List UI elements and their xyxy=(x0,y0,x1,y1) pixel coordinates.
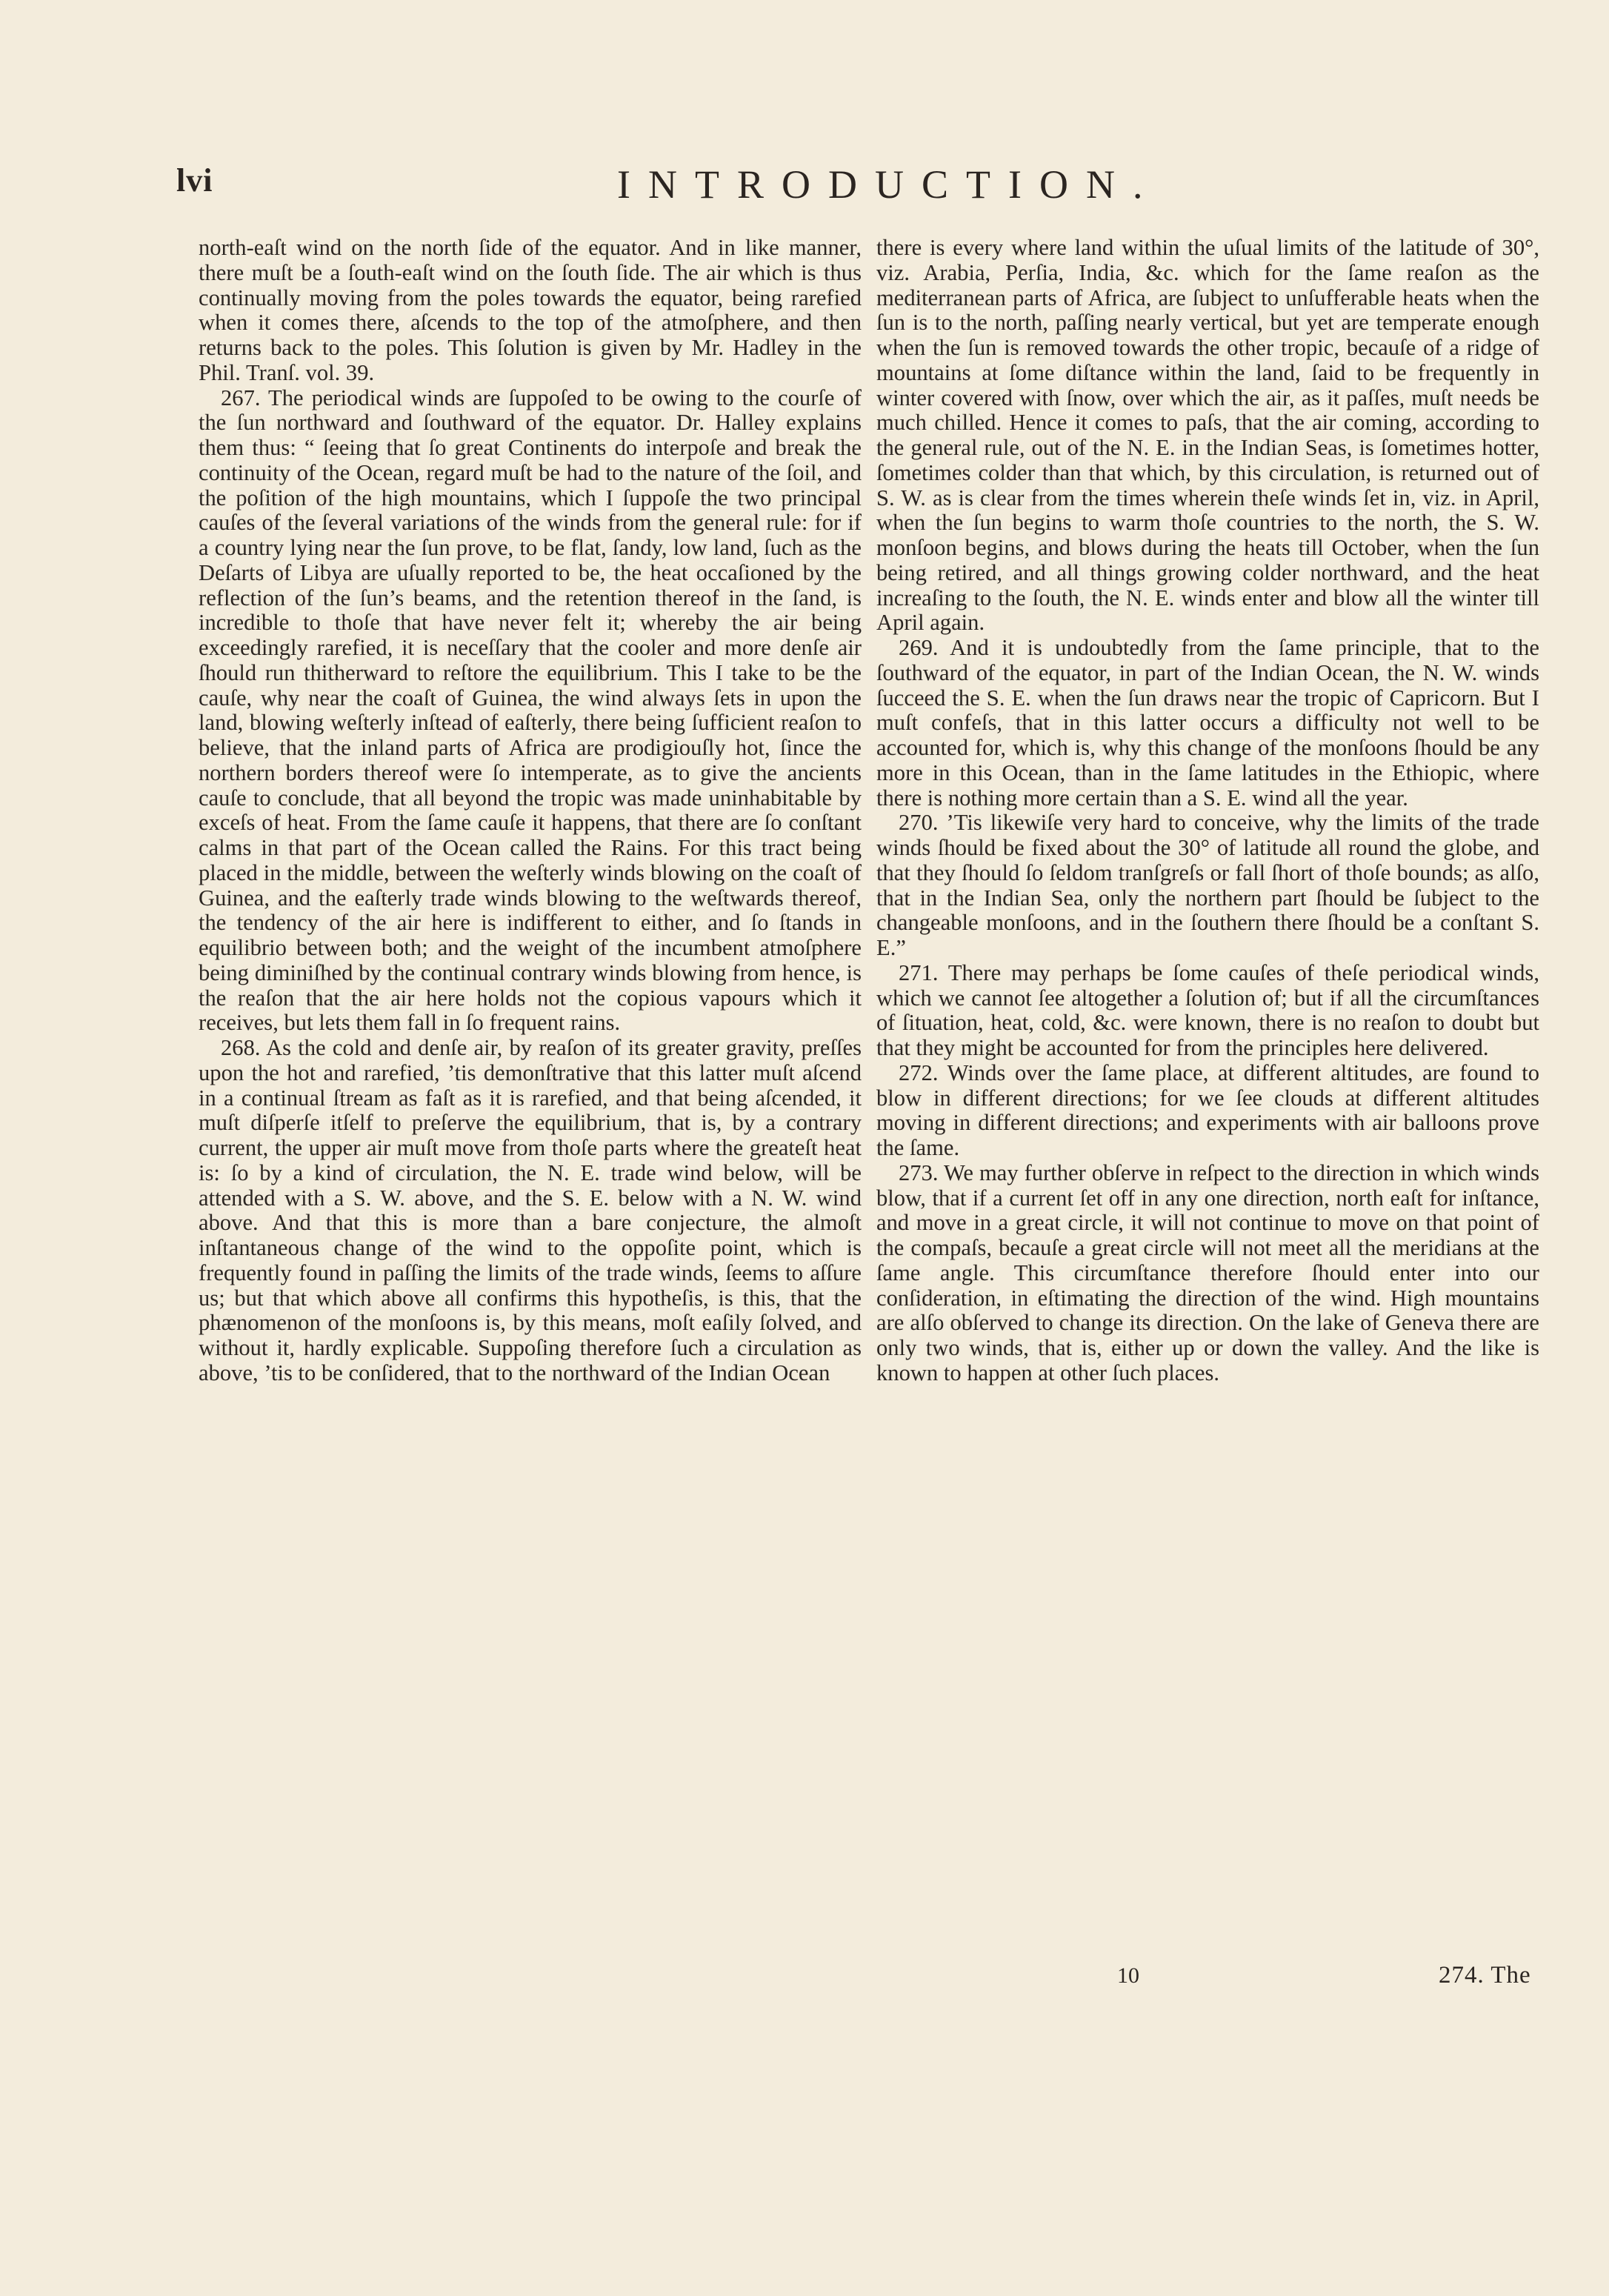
catchword: 274. The xyxy=(1439,1962,1531,1989)
paragraph-272: 272. Winds over the ſame place, at different altitudes, are found to blow in different directions; for we ſee clouds at different altitudes moving in different directions; and experiments with air balloons prove the ſame. xyxy=(876,1059,1539,1160)
page-number: lvi xyxy=(176,162,213,199)
paragraph-continued-right: there is every where land within the uſual limits of the latitude of 30°, viz. Arabia, Perſia, India, &c. which for the ſame reaſon as the mediterranean parts of Africa, are ſubject to unſufferable heats when the ſun is to the north, paſſing nearly vertical, but yet are temperate enough when the ſun is removed towards the other tropic, becauſe of a ridge of mountains at ſome diſtance within the land, ſaid to be frequently in winter covered with ſnow, over which the air, as it paſſes, muſt needs be much chilled. Hence it comes to paſs, that the air coming, according to the general rule, out of the N. E. in the Indian Seas, is ſometimes hotter, ſometimes colder than that which, by this circulation, is returned out of S. W. as is clear from the times wherein theſe winds ſet in, viz. in April, when the ſun begins to warm thoſe countries to the north, the S. W. monſoon begins, and blows during the heats till October, when the ſun being retired, and all things growing colder northward, and the heat increaſing to the ſouth, the N. E. winds enter and blow all the winter till April again. xyxy=(876,235,1539,636)
signature-mark: 10 xyxy=(1117,1963,1139,1988)
paragraph-268: 268. As the cold and denſe air, by reaſon of its greater gravity, preſſes upon the hot and rarefied, ’tis demonſtrative that this latter muſt aſcend in a continual ſtream as faſt as it is rarefied, and that being aſcended, it muſt diſperſe itſelf to preſerve the equilibrium, that is, by a contrary current, the upper air muſt move from thoſe parts where the greateſt heat is: ſo by a kind of circulation, the N. E. trade wind below, will be attended with a S. W. above, and the S. E. below with a N. W. wind above. And that this is more than a bare conjecture, the almoſt inſtantaneous change of the wind to the oppoſite point, which is frequently found in paſſing the limits of the trade winds, ſeems to aſſure us; but that which above all confirms this hypotheſis, is this, that the phænomenon of the monſoons is, by this means, moſt eaſily ſolved, and without it, hardly explicable. Suppoſing therefore ſuch a circulation as above, ’tis to be conſidered, that to the northward of the Indian Ocean xyxy=(199,1035,862,1385)
paragraph-continued: north-eaſt wind on the north ſide of the equator. And in like manner, there muſt be a ſouth-eaſt wind on the ſouth ſide. The air which is thus continually moving from the poles towards the equator, being rarefied when it comes there, aſcends to the top of the atmoſphere, and then returns back to the poles. This ſolution is given by Mr. Hadley in the Phil. Tranſ. vol. 39. xyxy=(199,235,862,385)
paragraph-267: 267. The periodical winds are ſuppoſed to be owing to the courſe of the ſun northward and ſouthward of the equator. Dr. Halley explains them thus: “ ſeeing that ſo great Continents do interpoſe and break the continuity of the Ocean, regard muſt be had to the nature of the ſoil, and the poſition of the high mountains, which I ſuppoſe the two principal cauſes of the ſeveral variations of the winds from the general rule: for if a country lying near the ſun prove, to be flat, ſandy, low land, ſuch as the Deſarts of Libya are uſually reported to be, the heat occaſioned by the reflection of the ſun’s beams, and the retention thereof in the ſand, is incredible to thoſe that have never felt it; whereby the air being exceedingly rarefied, it is neceſſary that the cooler and more denſe air ſhould run thitherward to reſtore the equilibrium. This I take to be the cauſe, why near the coaſt of Guinea, the wind always ſets in upon the land, blowing weſterly inſtead of eaſterly, there being ſufficient reaſon to believe, that the inland parts of Africa are prodigiouſly hot, ſince the northern borders thereof were ſo intemperate, as to give the ancients cauſe to conclude, that all beyond the tropic was made uninhabitable by exceſs of heat. From the ſame cauſe it happens, that there are ſo conſtant calms in that part of the Ocean called the Rains. For this tract being placed in the middle, between the weſterly winds blowing on the coaſt of Guinea, and the eaſterly trade winds blowing to the weſtwards thereof, the tendency of the air here is indifferent to either, and ſo ſtands in equilibrio between both; and the weight of the incumbent atmoſphere being diminiſhed by the continual contrary winds blowing from hence, is the reaſon that the air here holds not the copious vapours which it receives, but lets them fall in ſo frequent rains. xyxy=(199,385,862,1036)
paragraph-269: 269. And it is undoubtedly from the ſame principle, that to the ſouthward of the equator, in part of the Indian Ocean, the N. W. winds ſucceed the S. E. when the ſun draws near the tropic of Capricorn. But I muſt confeſs, that in this latter occurs a difficulty not well to be accounted for, which is, why this change of the monſoons ſhould be any more in this Ocean, than in the ſame latitudes in the Ethiopic, where there is nothing more certain than a S. E. wind all the year. xyxy=(876,635,1539,811)
left-column xyxy=(199,236,862,1386)
paragraph-270: 270. ’Tis likewiſe very hard to conceive, why the limits of the trade winds ſhould be fixed about the 30° of latitude all round the globe, and that they ſhould ſo ſeldom tranſgreſs or fall ſhort of thoſe bounds; as alſo, that in the Indian Sea, only the northern part ſhould be ſubject to the changeable monſoons, and in the ſouthern there ſhould be a conſtant S. E.” xyxy=(876,810,1539,960)
paragraph-273: 273. We may further obſerve in reſpect to the direction in which winds blow, that if a current ſet off in any one direction, north eaſt for inſtance, and move in a great circle, it will not continue to move on that point of the compaſs, becauſe a great circle will not meet all the meridians at the ſame angle. This circumſtance therefore ſhould enter into our conſideration, in eſtimating the direction of the wind. High mountains are alſo obſerved to change its direction. On the lake of Geneva there are only two winds, that is, either up or down the valley. And the like is known to happen at other ſuch places. xyxy=(876,1159,1539,1385)
paragraph-271: 271. There may perhaps be ſome cauſes of theſe periodical winds, which we cannot ſee altogether a ſolution of; but if all the circumſtances of ſituation, heat, cold, &c. were known, there is no reaſon to doubt but that they might be accounted for from the principles here delivered. xyxy=(876,959,1539,1060)
running-title: INTRODUCTION. xyxy=(617,162,1161,207)
page-header xyxy=(176,162,1161,213)
right-column xyxy=(876,236,1539,1386)
